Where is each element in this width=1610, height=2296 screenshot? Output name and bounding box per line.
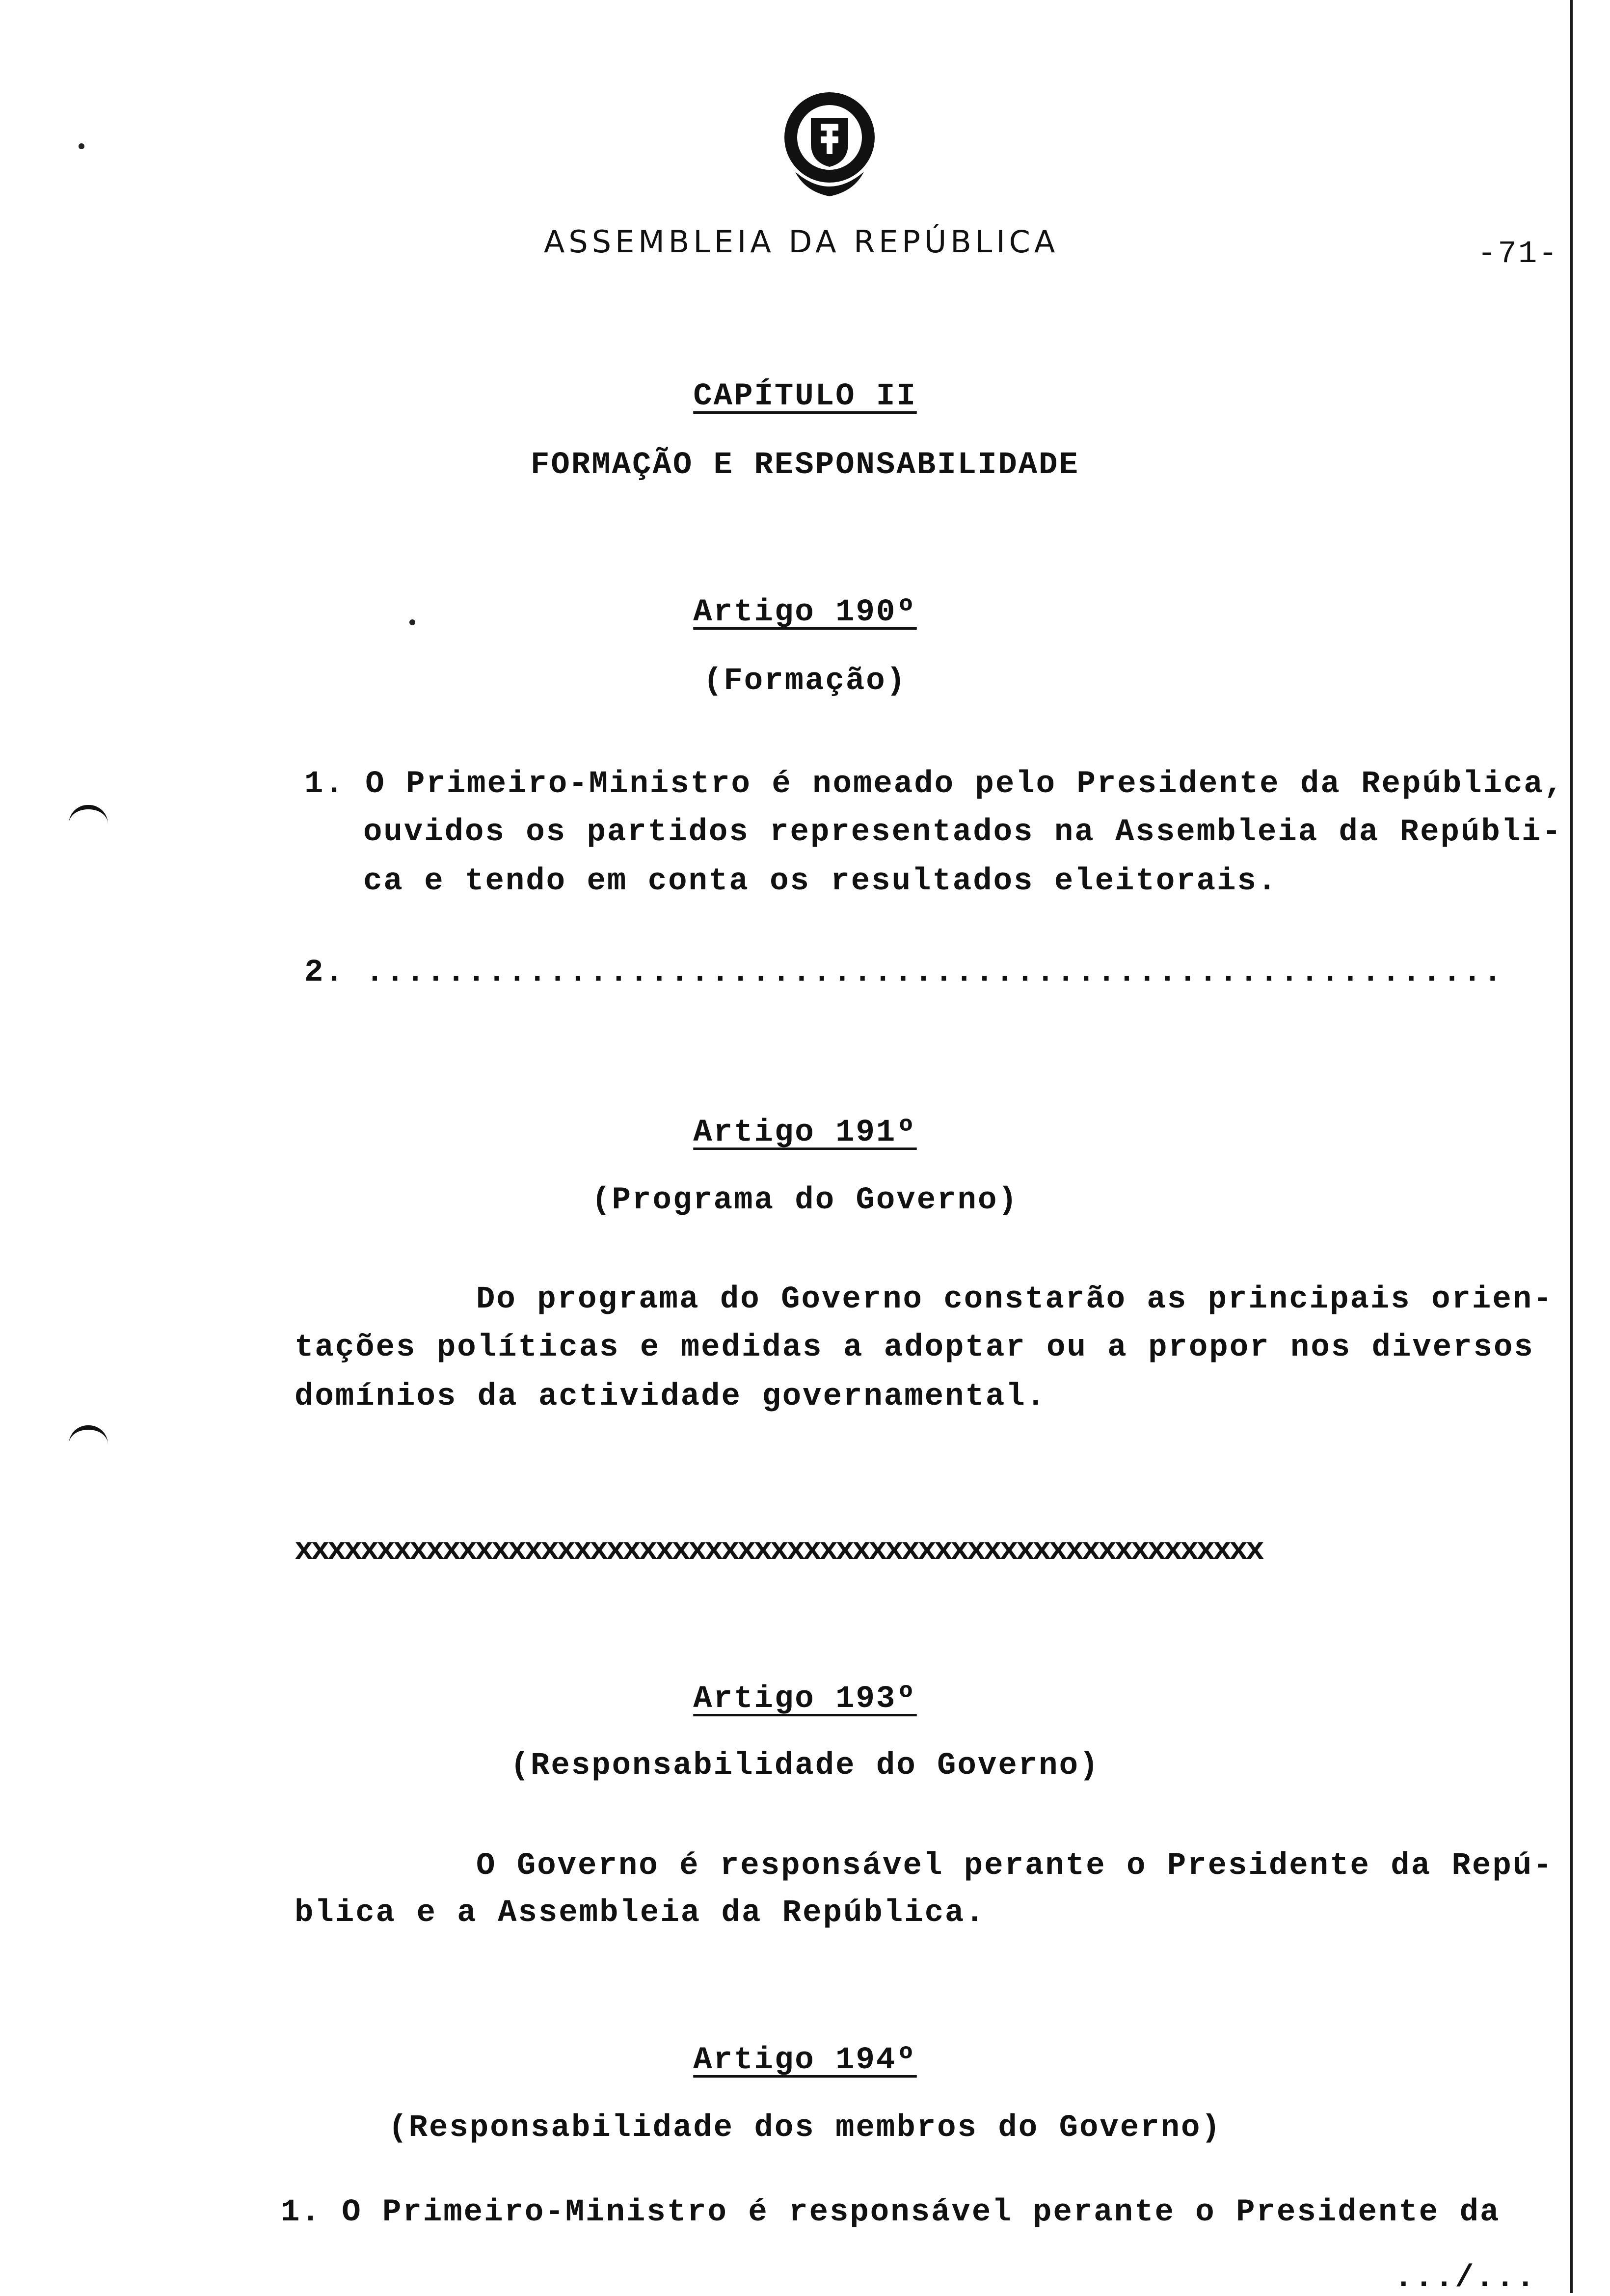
page-number: -71- [1477,237,1559,272]
article-194-title: Artigo 194º [693,2043,917,2078]
article-193-title: Artigo 193º [693,1682,917,1717]
margin-mark [69,805,108,824]
article-190-p2: 2. ........................................................ [304,955,1503,990]
article-191-title: Artigo 191º [693,1115,917,1150]
article-193-line2: blica e a Assembleia da República. [295,1896,986,1931]
margin-mark [79,143,84,149]
article-191-line2: tações políticas e medidas a adoptar ou a propor nos diversos [295,1330,1534,1365]
separator-line: xxxxxxxxxxxxxxxxxxxxxxxxxxxxxxxxxxxxxxxxxxxxxxxxxxxxxxxxxxx [295,1533,1262,1569]
article-190-subtitle: (Formação) [703,664,907,699]
article-191-line1: Do programa do Governo constarão as principais orien- [476,1282,1554,1317]
article-194-subtitle: (Responsabilidade dos membros do Governo) [388,2110,1222,2146]
article-191-line3: domínios da actividade governamental. [295,1379,1047,1415]
article-190-title: Artigo 190º [693,595,917,630]
header-title: ASSEMBLEIA DA REPÚBLICA [544,224,1059,260]
article-190-p1-line1: 1. O Primeiro-Ministro é nomeado pelo Presidente da República, [304,767,1565,802]
chapter-title: CAPÍTULO II [693,379,917,414]
coat-of-arms-icon [776,88,884,209]
article-193-subtitle: (Responsabilidade do Governo) [510,1748,1100,1784]
article-191-subtitle: (Programa do Governo) [591,1183,1019,1218]
continuation-mark: .../... [1394,2261,1536,2296]
article-190-p1-line3: ca e tendo em conta os resultados eleitorais. [363,864,1278,899]
article-190-p1-line2: ouvidos os partidos representados na Assembleia da Repúbli- [363,815,1562,850]
margin-mark [69,1425,108,1444]
article-194-line1: 1. O Primeiro-Ministro é responsável perante o Presidente da [281,2195,1501,2230]
chapter-subtitle: FORMAÇÃO E RESPONSABILIDADE [531,448,1079,483]
article-193-line1: O Governo é responsável perante o Presidente da Repú- [476,1848,1554,1884]
